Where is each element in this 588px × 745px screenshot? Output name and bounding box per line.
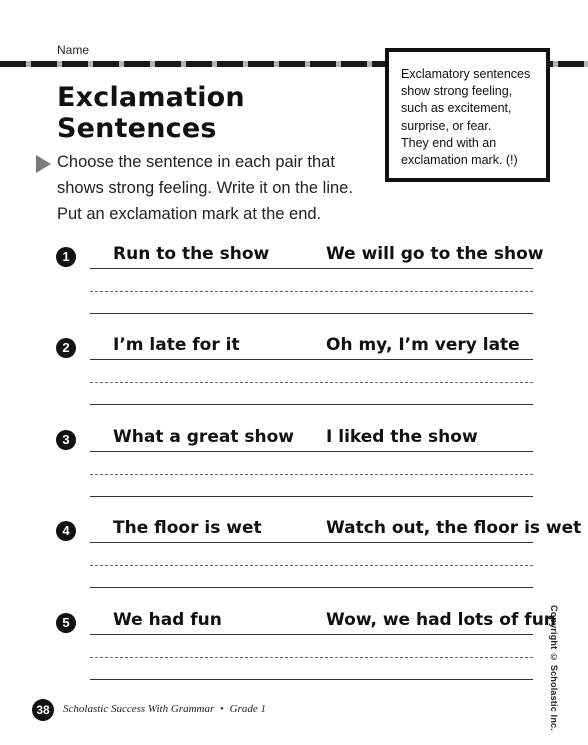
page-number: 38 <box>32 699 54 721</box>
answer-midline <box>90 474 533 475</box>
name-label: Name <box>57 43 90 57</box>
title-line-1: Exclamation <box>57 82 245 113</box>
book-title <box>63 703 266 715</box>
rule-line-6: exclamation mark. (!) <box>401 153 518 168</box>
answer-midline <box>90 657 533 658</box>
choice-a: We had fun <box>113 610 222 630</box>
choice-b: We will go to the show <box>326 244 544 264</box>
item-number-badge: 2 <box>56 338 76 358</box>
rule-line-4: surprise, or fear. <box>401 118 492 133</box>
book-title-text: Scholastic Success With Grammar <box>63 703 215 715</box>
choice-b: Wow, we had lots of fun <box>326 610 556 630</box>
answer-baseline[interactable] <box>90 313 533 314</box>
exercise-item-3 <box>0 423 588 503</box>
exercise-item-2 <box>0 331 588 411</box>
exercise-item-1 <box>0 240 588 320</box>
item-number-badge: 1 <box>56 247 76 267</box>
item-number-badge: 4 <box>56 521 76 541</box>
rule-line-2: show strong feeling, <box>401 84 513 99</box>
footer-bullet: • <box>219 703 224 715</box>
answer-midline <box>90 291 533 292</box>
answer-baseline[interactable] <box>90 679 533 680</box>
answer-midline <box>90 565 533 566</box>
rule-callout-box <box>385 48 550 182</box>
choice-underline <box>90 542 533 543</box>
exercise-item-5 <box>0 606 588 686</box>
answer-midline <box>90 382 533 383</box>
exercise-item-4 <box>0 514 588 594</box>
item-number-badge: 3 <box>56 430 76 450</box>
item-number-badge: 5 <box>56 613 76 633</box>
choice-a: The floor is wet <box>113 518 262 538</box>
choice-underline <box>90 451 533 452</box>
choice-a: Run to the show <box>113 244 270 264</box>
directions-text <box>57 149 387 227</box>
directions-line-3: Put an exclamation mark at the end. <box>57 205 322 223</box>
directions-line-2: shows strong feeling. Write it on the line. <box>57 179 353 197</box>
choice-b: Oh my, I’m very late <box>326 335 520 355</box>
rule-line-5: They end with an <box>401 135 497 150</box>
directions-line-1: Choose the sentence in each pair that <box>57 153 335 171</box>
choice-underline <box>90 268 533 269</box>
choice-b: I liked the show <box>326 427 478 447</box>
answer-baseline[interactable] <box>90 587 533 588</box>
answer-baseline[interactable] <box>90 404 533 405</box>
choice-a: What a great show <box>113 427 294 447</box>
directions-arrow-icon <box>36 155 51 173</box>
rule-line-3: such as excitement, <box>401 101 512 116</box>
grade-label: Grade 1 <box>229 703 266 715</box>
answer-baseline[interactable] <box>90 496 533 497</box>
copyright-notice: Copyright © Scholastic Inc. <box>549 605 559 731</box>
choice-underline <box>90 634 533 635</box>
title-line-2: Sentences <box>57 113 217 144</box>
choice-a: I’m late for it <box>113 335 240 355</box>
choice-underline <box>90 359 533 360</box>
choice-b: Watch out, the floor is wet <box>326 518 582 538</box>
page-title <box>57 82 245 144</box>
rule-line-1: Exclamatory sentences <box>401 67 531 81</box>
